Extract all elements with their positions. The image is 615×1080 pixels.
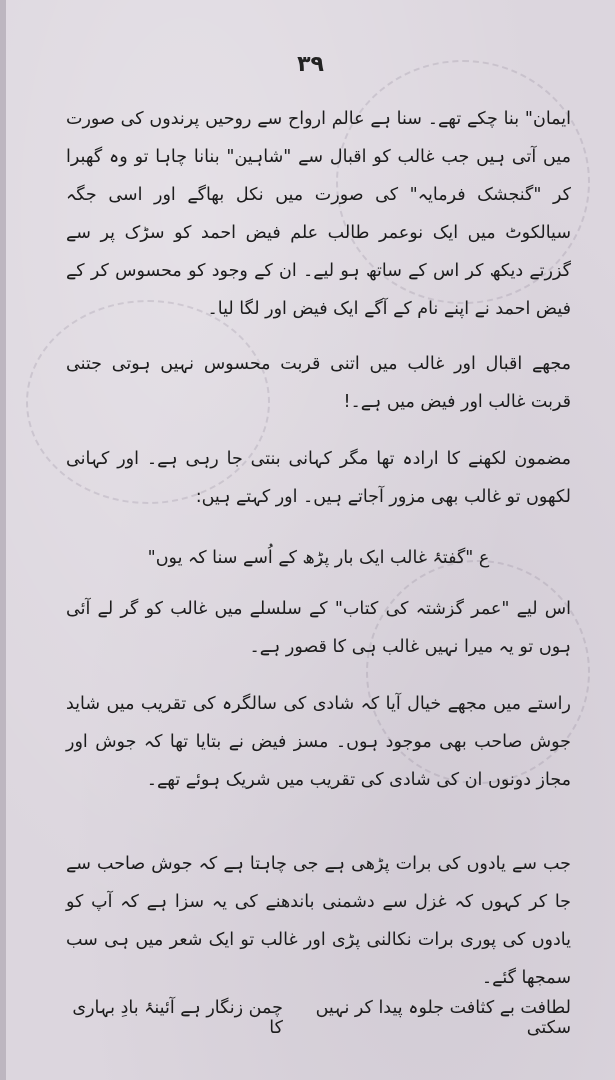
paragraph-4: اس لیے "عمر گزشتہ کی کتاب" کے سلسلے میں غالب کو گر لے آئی ہوں تو یہ میرا نہیں غالب ہی کا قصور ہے۔ xyxy=(66,599,571,657)
couplet xyxy=(66,998,571,1038)
couplet-first-line: لطافت بے کثافت جلوہ پیدا کر نہیں سکتی xyxy=(315,998,571,1038)
paragraph-6: جب سے یادوں کی برات پڑھی ہے جی چاہتا ہے کہ جوش صاحب سے جا کر کہوں کہ غزل سے دشمنی باندھنے کی یہ سزا ہے کہ آپ کو یادوں کی پوری برات نکالنی پڑی اور غالب تو ایک شعر میں ہی سب سمجھا گئے۔ xyxy=(66,854,571,988)
couplet-second-line: چمن زنگار ہے آئینۂ بادِ بہاری کا xyxy=(72,998,283,1038)
paragraph-2: مجھے اقبال اور غالب میں اتنی قربت محسوس نہیں ہوتی جتنی قربت غالب اور فیض میں ہے۔! xyxy=(66,354,571,412)
page-number: ۳۹ xyxy=(297,52,324,77)
paragraph-3: مضمون لکھنے کا ارادہ تھا مگر کہانی بنتی جا رہی ہے۔ اور کہانی لکھوں تو غالب بھی مزور آجاتے ہیں۔ اور کہتے ہیں: xyxy=(66,449,571,507)
paragraph-1: ایمان" بنا چکے تھے۔ سنا ہے عالم ارواح سے روحیں پرندوں کی صورت میں آتی ہیں جب غالب کو اقبال سے "شاہین" بنانا چاہا تو وہ گھبرا کر "گنجشک فرمایہ" کی صورت میں نکل بھاگے اور اسی جگہ سیالکوٹ میں ایک نوعمر طالب علم فیض احمد کو سڑک پر سے گزرتے دیکھ کر اس کے ساتھ ہو لیے۔ ان کے وجود کو محسوس کر کے فیض احمد نے اپنے نام کے آگے ایک فیض اور لگا لیا۔ xyxy=(66,109,571,319)
paragraph-5: راستے میں مجھے خیال آیا کہ شادی کی سالگرہ کی تقریب میں شاید جوش صاحب بھی موجود ہوں۔ مسز فیض نے بتایا تھا کہ جوش اور مجاز دونوں ان کی شادی کی تقریب میں شریک ہوئے تھے۔ xyxy=(66,694,571,790)
verse-line: ع "گفتۂ غالب ایک بار پڑھ کے اُسے سنا کہ یوں" xyxy=(147,548,490,568)
